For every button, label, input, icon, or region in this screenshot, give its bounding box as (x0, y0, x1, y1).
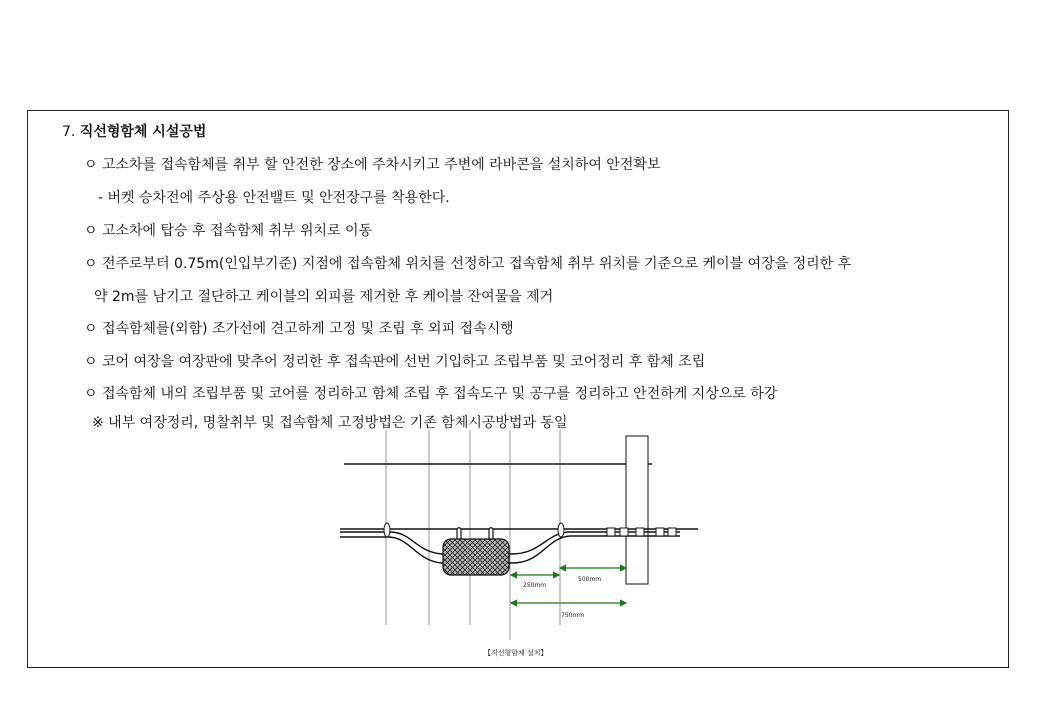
section-title-text: 직선형함체 시설공법 (79, 124, 207, 140)
instruction-line: ㅇ 접속함체를(외함) 조가선에 견고하게 고정 및 조립 후 외피 접속시행 (84, 321, 514, 337)
dimension-label-750: 750mm (561, 612, 585, 619)
instruction-subline: - 버켓 승차전에 주상용 안전밸트 및 안전장구를 착용한다. (98, 190, 450, 206)
instruction-line: ㅇ 고소차에 탑승 후 접속함체 취부 위치로 이동 (84, 223, 373, 239)
cable-clamp (668, 528, 676, 536)
cable-clamp (620, 528, 628, 536)
cable-clamp (656, 528, 664, 536)
splice-closure-diagram (330, 430, 710, 640)
splice-closure (443, 539, 509, 575)
hanger-clip (384, 523, 390, 537)
utility-pole (626, 436, 648, 584)
section-number: 7. (62, 124, 76, 140)
figure-caption: 【직선형함체 설치】 (484, 649, 548, 657)
cable-clamp (607, 528, 615, 536)
section-title (62, 123, 206, 141)
instruction-line: ㅇ 고소차를 접속함체를 취부 할 안전한 장소에 주차시키고 주변에 라바콘을 설치하여 안전확보 (84, 157, 661, 173)
instruction-line: ㅇ 접속함체 내의 조립부품 및 코어를 정리하고 함체 조립 후 접속도구 및 공구를 정리하고 안전하게 지상으로 하강 (84, 386, 778, 402)
cable-clamp (636, 528, 644, 536)
dimension-label-500: 500mm (578, 576, 602, 583)
instruction-line: ㅇ 코어 여장을 여장판에 맞추어 정리한 후 접속판에 선번 기입하고 조립부품 및 코어정리 후 함체 조립 (84, 354, 706, 370)
instruction-continuation: 약 2m를 남기고 절단하고 케이블의 외피를 제거한 후 케이블 잔여물을 제거 (94, 289, 554, 305)
hanger-clip (558, 523, 564, 537)
instruction-line: ㅇ 전주로부터 0.75m(인입부기준) 지점에 접속함체 위치를 선정하고 접속함체 취부 위치를 기준으로 케이블 여장을 정리한 후 (84, 256, 852, 272)
dimension-label-250: 250mm (523, 582, 547, 589)
note-line: ※ 내부 여장정리, 명찰취부 및 접속함체 고정방법은 기존 함체시공방법과 동일 (92, 415, 568, 431)
